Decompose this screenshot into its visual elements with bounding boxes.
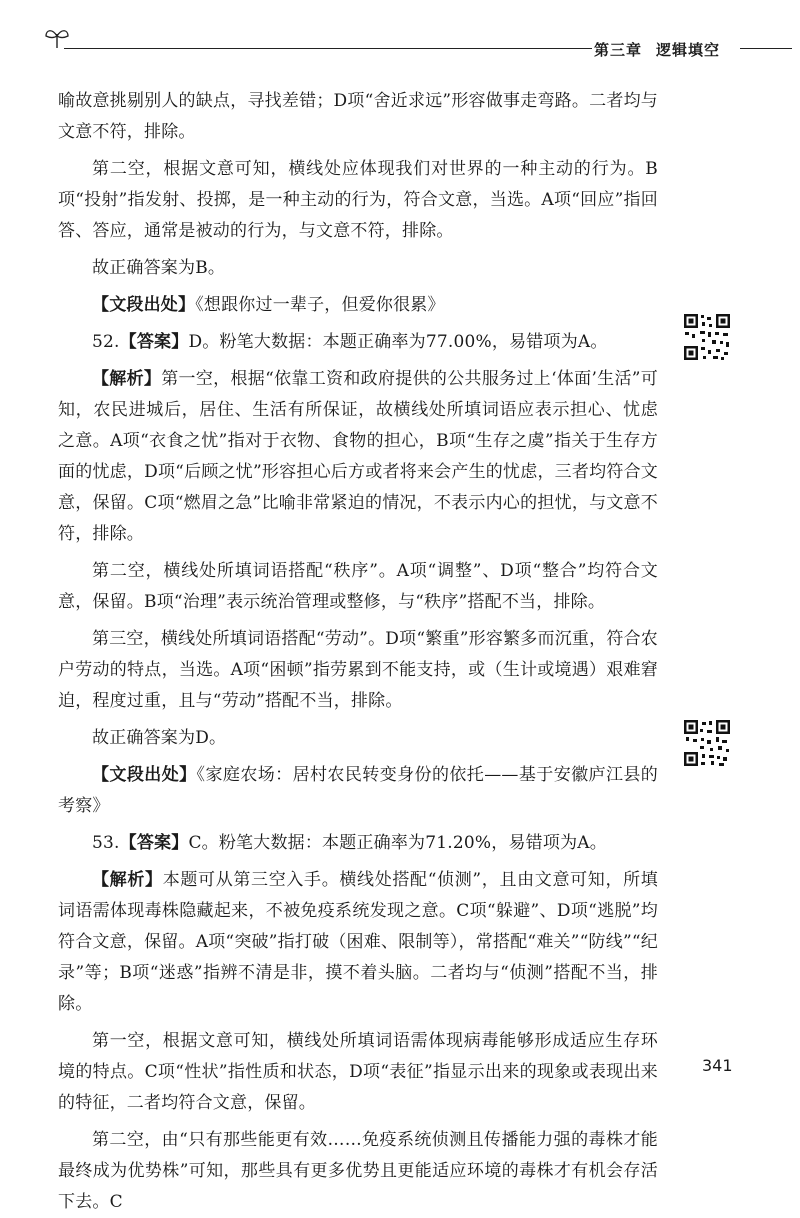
paragraph: 第三空，横线处所填词语搭配“劳动”。D项“繁重”形容繁多而沉重，符合农户劳动的特点，当选。A项“困顿”指劳累到不能支持，或（生计或境遇）艰难窘迫，程度过重，且与“劳动”搭配不当，排除。 xyxy=(58,629,658,711)
source-text: 《想跟你过一辈子，但爱你很累》 xyxy=(195,295,445,315)
source-text: 《家庭农场：居村农民转变身份的依托——基于安徽庐江县的考察》 xyxy=(58,765,659,816)
paragraph: 第二空，由“只有那些能更有效……免疫系统侦测且传播能力强的毒株才能最终成为优势株”可知，那些具有更多优势且更能适应环境的毒株才有机会存活下去。C xyxy=(58,1130,658,1212)
paragraph: 第二空，横线处所填词语搭配“秩序”。A项“调整”、D项“整合”均符合文意，保留。B项“治理”表示统治管理或整修，与“秩序”搭配不当，排除。 xyxy=(58,561,658,612)
page-number: 341 xyxy=(702,1056,733,1075)
source-label: 【文段出处】 xyxy=(92,295,196,315)
analysis-53 xyxy=(58,865,658,1020)
analysis-text: 本题可从第三空入手。横线处搭配“侦测”，且由文意可知，所填词语需体现毒株隐藏起来，不被免疫系统发现之意。C项“躲避”、D项“逃脱”均符合文意，保留。A项“突破”指打破（困难、限制等），常搭配“难关”“防线”“纪录”等；B项“迷惑”指辨不清是非，摸不着头脑。二者均与“侦测”搭配不当，排除。 xyxy=(58,870,658,1014)
qr-code-icon[interactable] xyxy=(682,718,732,768)
page-body xyxy=(58,86,658,1218)
question-number: 52. xyxy=(92,332,120,352)
paragraph: 第二空，根据文意可知，横线处应体现我们对世界的一种主动的行为。B项“投射”指发射、投掷，是一种主动的行为，符合文意，当选。A项“回应”指回答、答应，通常是被动的行为，与文意不符，排除。 xyxy=(58,159,658,241)
answer-text: D。粉笔大数据：本题正确率为77.00%，易错项为A。 xyxy=(188,332,608,352)
header-rule-right xyxy=(740,48,792,49)
source-label: 【文段出处】 xyxy=(92,765,197,785)
chapter-title xyxy=(594,39,734,60)
answer-label: 【答案】 xyxy=(119,833,189,853)
answer-text: C。粉笔大数据：本题正确率为71.20%，易错项为A。 xyxy=(188,833,607,853)
analysis-label: 【解析】 xyxy=(92,369,162,389)
question-number: 53. xyxy=(92,833,120,853)
answer-52 xyxy=(58,327,658,358)
paragraph: 故正确答案为B。 xyxy=(92,258,226,278)
header-rule-left xyxy=(64,48,592,49)
source-51 xyxy=(58,290,658,321)
chapter-section: 逻辑填空 xyxy=(656,41,721,59)
paragraph: 第一空，根据文意可知，横线处所填词语需体现病毒能够形成适应生存环境的特点。C项“性状”指性质和状态，D项“表征”指显示出来的现象或表现出来的特征，二者均符合文意，保留。 xyxy=(58,1031,658,1113)
chapter-number: 第三章 xyxy=(594,41,643,59)
analysis-text: 第一空，根据“依靠工资和政府提供的公共服务过上‘体面’生活”可知，农民进城后，居住、生活有所保证，故横线处所填词语应表示担心、忧虑之意。A项“衣食之忧”指对于衣物、食物的担心，B项“生存之虞”指关于生存方面的忧虑，D项“后顾之忧”形容担心后方或者将来会产生的忧虑，三者均符合文意，保留。C项“燃眉之急”比喻非常紧迫的情况，不表示内心的担忧，与文意不符，排除。 xyxy=(58,369,658,544)
answer-label: 【答案】 xyxy=(119,332,189,352)
analysis-label: 【解析】 xyxy=(92,870,163,890)
source-52 xyxy=(58,760,658,822)
paragraph: 故正确答案为D。 xyxy=(92,728,227,748)
answer-53 xyxy=(58,828,658,859)
page-header xyxy=(0,0,800,70)
sprout-icon xyxy=(44,26,70,50)
analysis-52 xyxy=(58,364,658,550)
paragraph: 喻故意挑剔别人的缺点，寻找差错；D项“舍近求远”形容做事走弯路。二者均与文意不符，排除。 xyxy=(58,91,658,142)
qr-code-icon[interactable] xyxy=(682,312,732,362)
